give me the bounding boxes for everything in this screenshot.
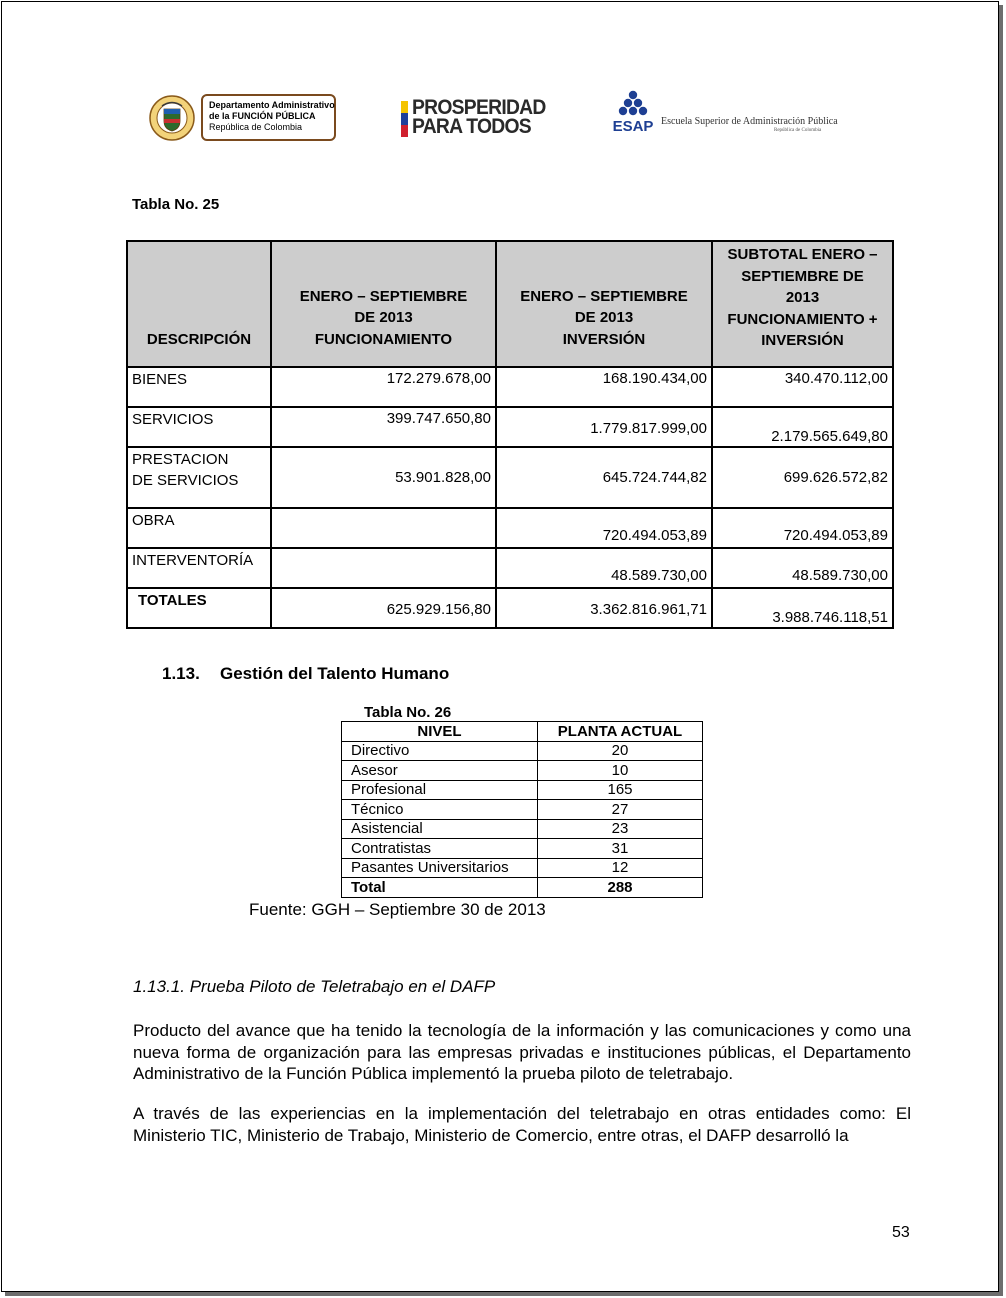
- table-row: [127, 508, 893, 548]
- cell-descripcion: BIENES: [127, 367, 271, 407]
- cell-funcionamiento: 53.901.828,00: [271, 447, 496, 508]
- cell-planta: 10: [538, 761, 703, 781]
- table-row: [342, 761, 703, 781]
- table25-header-row: [127, 241, 893, 367]
- cell-inversion: 48.589.730,00: [496, 548, 712, 588]
- dafp-line3: República de Colombia: [209, 122, 303, 132]
- table-row-totales: [127, 588, 893, 628]
- cell-descripcion: OBRA: [127, 508, 271, 548]
- esap-dots-icon: [606, 90, 660, 136]
- cell-nivel: Total: [342, 878, 538, 898]
- cell-descripcion: PRESTACION DE SERVICIOS: [127, 447, 271, 508]
- table25-header-inversion: ENERO – SEPTIEMBRE DE 2013 INVERSIÓN: [496, 241, 712, 367]
- table25-header-descripcion: DESCRIPCIÓN: [127, 241, 271, 367]
- cell-planta: 20: [538, 741, 703, 761]
- cell-planta: 23: [538, 819, 703, 839]
- cell-funcionamiento: 625.929.156,80: [271, 588, 496, 628]
- cell-funcionamiento: [271, 548, 496, 588]
- cell-inversion: 645.724.744,82: [496, 447, 712, 508]
- esap-name: Escuela Superior de Administración Pública: [661, 116, 838, 127]
- table26: [341, 721, 703, 898]
- table-row: [127, 407, 893, 447]
- page: [1, 1, 999, 1292]
- table25: [126, 240, 894, 629]
- table26-header-nivel: NIVEL: [342, 722, 538, 742]
- esap-subtitle: República de Colombia: [774, 128, 822, 133]
- cell-subtotal: 48.589.730,00: [712, 548, 893, 588]
- esap-logo: [606, 90, 836, 140]
- table26-caption: Tabla No. 26: [364, 704, 452, 721]
- table-row: [342, 780, 703, 800]
- cell-nivel: Asistencial: [342, 819, 538, 839]
- table26-source: Fuente: GGH – Septiembre 30 de 2013: [249, 900, 546, 919]
- cell-descripcion: INTERVENTORÍA: [127, 548, 271, 588]
- cell-nivel: Técnico: [342, 800, 538, 820]
- cell-inversion: 168.190.434,00: [496, 367, 712, 407]
- table-row: [342, 741, 703, 761]
- cell-descripcion: TOTALES: [127, 588, 271, 628]
- prosperidad-line2: PARA TODOS: [412, 115, 531, 138]
- table25-caption: Tabla No. 25: [132, 196, 220, 213]
- cell-inversion: 1.779.817.999,00: [496, 407, 712, 447]
- cell-nivel: Asesor: [342, 761, 538, 781]
- cell-planta: 31: [538, 839, 703, 859]
- table-row: [342, 819, 703, 839]
- cell-subtotal: 699.626.572,82: [712, 447, 893, 508]
- cell-funcionamiento: [271, 508, 496, 548]
- table-row: [127, 447, 893, 508]
- table26-header-planta: PLANTA ACTUAL: [538, 722, 703, 742]
- dafp-line2: de la FUNCIÓN PÚBLICA: [209, 111, 316, 121]
- table25-header-funcionamiento: ENERO – SEPTIEMBRE DE 2013 FUNCIONAMIENTO: [271, 241, 496, 367]
- cell-planta: 12: [538, 858, 703, 878]
- cell-subtotal: 720.494.053,89: [712, 508, 893, 548]
- cell-nivel: Profesional: [342, 780, 538, 800]
- paragraph-1: Producto del avance que ha tenido la tecnología de la información y las comunicaciones y como una nueva forma de organización para las empresas privadas e instituciones públicas, el Departamento Administrativo de la Función Pública implementó la prueba piloto de teletrabajo.: [133, 1021, 911, 1083]
- table-row: [342, 800, 703, 820]
- colombia-flag-icon: [401, 101, 408, 137]
- cell-nivel: Contratistas: [342, 839, 538, 859]
- dafp-logo-text: [201, 94, 336, 141]
- dafp-line1: Departamento Administrativo: [209, 100, 335, 110]
- table-row: [342, 858, 703, 878]
- table26-header-row: [342, 722, 703, 742]
- colombia-seal-icon: [149, 95, 195, 141]
- section-title-text: Gestión del Talento Humano: [220, 664, 450, 683]
- dafp-logo: [149, 94, 338, 144]
- cell-planta: 27: [538, 800, 703, 820]
- section-number: 1.13.: [162, 664, 200, 683]
- cell-descripcion: SERVICIOS: [127, 407, 271, 447]
- table-row: [127, 548, 893, 588]
- subsection-title: 1.13.1. Prueba Piloto de Teletrabajo en el DAFP: [133, 977, 496, 996]
- table-row-total: [342, 878, 703, 898]
- section-title: [162, 664, 449, 684]
- esap-acronym: ESAP: [612, 118, 654, 135]
- cell-funcionamiento: 172.279.678,00: [271, 367, 496, 407]
- cell-planta: 165: [538, 780, 703, 800]
- cell-planta: 288: [538, 878, 703, 898]
- cell-inversion: 3.362.816.961,71: [496, 588, 712, 628]
- page-number: 53: [892, 1224, 910, 1241]
- cell-funcionamiento: 399.747.650,80: [271, 407, 496, 447]
- cell-nivel: Pasantes Universitarios: [342, 858, 538, 878]
- cell-nivel: Directivo: [342, 741, 538, 761]
- paragraph-2: A través de las experiencias en la implementación del teletrabajo en otras entidades como: El Ministerio TIC, Ministerio de Trabajo, Ministerio de Comercio, entre otras, el DAFP desarrolló la: [133, 1104, 911, 1145]
- table25-header-subtotal: SUBTOTAL ENERO – SEPTIEMBRE DE 2013 FUNCIONAMIENTO + INVERSIÓN: [712, 241, 893, 367]
- cell-subtotal: 3.988.746.118,51: [712, 588, 893, 628]
- table-row: [127, 367, 893, 407]
- cell-inversion: 720.494.053,89: [496, 508, 712, 548]
- cell-subtotal: 2.179.565.649,80: [712, 407, 893, 447]
- table-row: [342, 839, 703, 859]
- prosperidad-line1: PROSPERIDAD: [412, 96, 546, 119]
- cell-subtotal: 340.470.112,00: [712, 367, 893, 407]
